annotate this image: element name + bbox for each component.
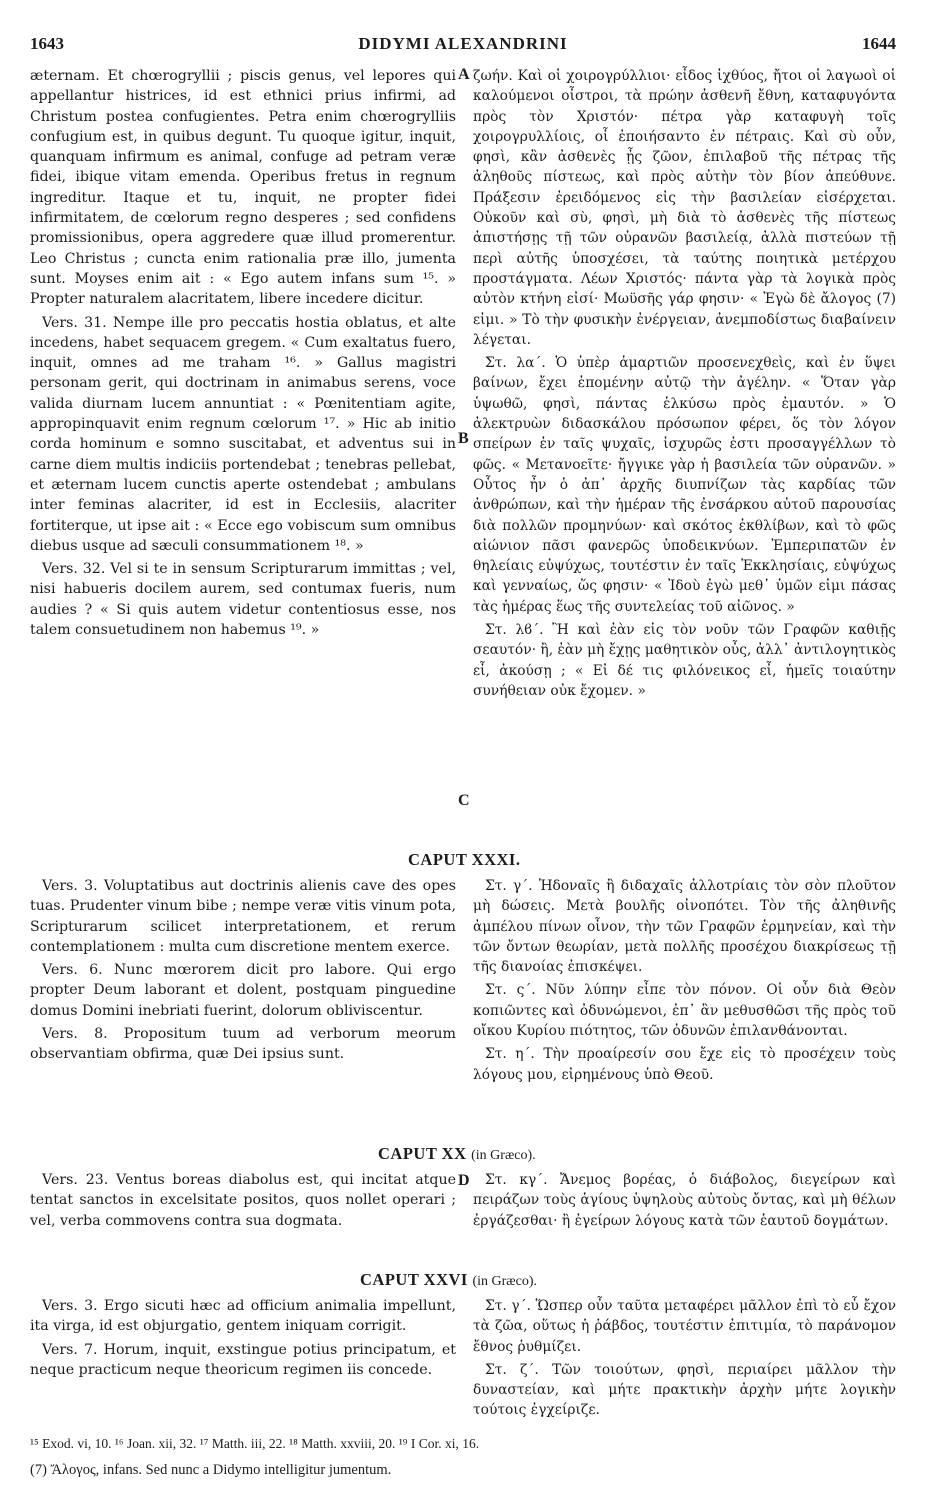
latin-column-caput20 [30,1170,456,1234]
latin-paragraph: Vers. 6. Nunc mœrorem dicit pro labore. Qui ergo propter Deum laborant et dolent, postquam pinguedine domus Domini inebriati fuerint, dolorum obliviscentur. [30,962,456,1019]
greek-paragraph: ζωήν. Καὶ οἱ χοιρογρύλλιοι· εἶδος ἰχθύος, ἤτοι οἱ λαγωοὶ οἱ καλούμενοι οἶστροι, τὰ πρώην ἀσθενῆ ἔθνη, καταφυγόντα πρὸς τὸν Χριστόν· πέτρα γὰρ καταφυγὴ τοῖς χοιρογρυλλίοις, οἷ ἐποιήσαντο ἐν πέτραις. Καὶ σὺ οὖν, φησὶ, κἂν ἀσθενὲς ᾖς ζῶον, ἐπιλαβοῦ τῆς πέτρας τῆς ἀληθοῦς πίστεως, καὶ πρὸς αὐτὴν τὸν βίον ἀπεύθυνε. Πράξεσιν ἐρειδόμενος εἰς τὴν βασιλείαν εἰσέρχεται. Οὐκοῦν καὶ σὺ, φησὶ, μὴ διὰ τὸ ἀσθενὲς τῆς πίστεως ἀπιστήσῃς τῇ τῶν οὐρανῶν βασιλείᾳ, ἀλλὰ πιστεύων τῇ περὶ αὐτῆς ὑποσχέσει, τὰ ταύτης ποιητικὰ μετέρχου προστάγματα. Λέων Χριστός· πάντα γὰρ τὰ λογικὰ πρὸς αὐτὸν κτήνη εἰσί· Μωϋσῆς γάρ φησιν· « Ἐγὼ δὲ ἄλογος (7) εἰμι. » Τὸ τὴν φυσικὴν ἐνέργειαν, ἀνεμποδίστως διαβαίνειν λέγεται. [473,68,896,348]
latin-column-caput26 [30,1296,456,1383]
chapter-subtitle: (in Græco). [472,1274,537,1289]
page-number-left: 1643 [30,34,64,53]
greek-paragraph: Στ. γ΄. Ὥσπερ οὖν ταῦτα μεταφέρει μᾶλλον ἐπὶ τὸ εὖ ἔχον τὰ ζῶα, οὕτως ἡ ῥάβδος, τουτέστιν ἐπιτιμία, τὸ παράνομον ἔθνος ῥυθμίζει. [473,1298,896,1355]
latin-paragraph: Vers. 31. Nempe ille pro peccatis hostia oblatus, et alte incedens, habet sequacem gregem. « Cum exaltatus fuero, inquit, omnes ad me traham ¹⁶. » Gallus magistri personam gerit, qui doctrinam in animabus serens, voce valida diurnam lucem annuntiat : « Pœnitentiam agite, appropinquavit enim regnum cœlorum ¹⁷. » Hic ab initio corda hominum e somno suscitabat, et adventus sui in carne diem multis indiciis portendebat ; tenebras pellebat, et æternam lucem cunctis aperte ostendebat ; ambulans inter feminas alacriter, id est in Ecclesiis, alacriter fortiterque, ut ipse ait : « Ecce ego vobiscum sum omnibus diebus usque ad sæculi consummationem ¹⁸. » [30,314,456,554]
greek-column-block1 [473,66,896,704]
greek-paragraph: Στ. λϐ΄. Ἢ καὶ ἐὰν εἰς τὸν νοῦν τῶν Γραφῶν καθιῇς σεαυτόν· ἢ, ἐὰν μὴ ἔχῃς μαθητικὸν οὖς, ἀλλ᾽ ἀντιλογητικὸς εἶ, ἀκούσῃ ; « Εἰ δέ τις φιλόνεικος εἶ, ἡμεῖς τοιαύτην συνήθειαν οὐκ ἔχομεν. » [473,622,896,699]
margin-letter-c: C [458,792,470,809]
greek-column-caput31 [473,876,896,1088]
latin-paragraph: Vers. 23. Ventus boreas diabolus est, qui incitat atque tentat sanctos in excelsitate positos, quos nollet operari ; vel, verba commovens contra sua dogmata. [30,1172,456,1229]
greek-paragraph: Στ. γ΄. Ἡδοναῖς ἢ διδαχαῖς ἀλλοτρίαις τὸν σὸν πλοῦτον μὴ δώσεις. Μετὰ βουλῆς οἰνοπότει. Τὸν τῆς ἀληθινῆς ἀμπέλου πίνων οἶνον, τὴν τῶν Γραφῶν ἑρμηνείαν, καὶ τὴν τῶν ὄντων θεωρίαν, μετὰ πολλῆς προσέχου διακρίσεως τῇ τῆς διανοίας ἐπισκέψει. [473,878,896,976]
latin-paragraph: Vers. 3. Voluptatibus aut doctrinis alienis cave des opes tuas. Prudenter vinum bibe ; nempe veræ vitis vinum pota, Scripturarum scilicet interpretationem, et rerum contemplationem : multa cum discretione mentem exerce. [30,878,456,955]
greek-paragraph: Στ. κγ΄. Ἄνεμος βορέας, ὁ διάβολος, διεγείρων καὶ πειράζων τοὺς ἁγίους ὑψηλοὺς αὐτοὺς ὄντας, καὶ μὴ θέλων ἐργάζεσθαι· ἢ ἐγείρων λόγους κατὰ τῶν ἑαυτοῦ δογμάτων. [473,1172,896,1229]
greek-paragraph: Στ. η΄. Τὴν προαίρεσίν σου ἔχε εἰς τὸ προσέχειν τοὺς λόγους μου, εἰρημένους ὑπὸ Θεοῦ. [473,1046,896,1083]
greek-paragraph: Στ. ζ΄. Τῶν τοιούτων, φησὶ, περιαίρει μᾶλλον τὴν δυναστείαν, καὶ μήτε πρακτικὴν ἀρχὴν μήτε λογικὴν τούτοις ἐγχείριζε. [473,1361,896,1419]
latin-column-block1 [30,66,456,643]
greek-paragraph: Στ. ς΄. Νῦν λύπην εἶπε τὸν πόνον. Οἱ οὖν διὰ Θεὸν κοπιῶντες καὶ ὀδυνώμενοι, ἐπ᾽ ἂν μεθυσθῶσι τῆς πρὸς τοῦ οἴκου Κυρίου πιότητος, τῶν ὀδυνῶν ἐπιλανθάνονται. [473,982,896,1040]
chapter-heading-31: CAPUT XXXI. [408,850,521,869]
latin-paragraph: Vers. 8. Propositum tuum ad verborum meorum observantiam obfirma, quæ Dei ipsius sunt. [30,1026,456,1063]
chapter-heading-20: CAPUT XX (in Græco). [378,1144,536,1163]
margin-letter-b: B [458,430,469,447]
latin-paragraph: Vers. 3. Ergo sicuti hæc ad officium animalia impellunt, ita virga, id est objurgatio, gentem iniquam corrigit. [30,1298,456,1335]
margin-letter-d: D [458,1172,470,1189]
latin-paragraph: æternam. Et chœrogryllii ; piscis genus, vel lepores qui appellantur histrices, id est ethnici prius infirmi, ad Christum postea confugientes. Petra enim chœrogrylliis confugium est, in quibus degunt. Tu quoque igitur, inquit, quanquam infirmum es animal, confuge ad petram veræ fidei, ibique vitam emenda. Operibus fretus in regnum ingreditur. Itaque et tu, inquit, ne propter fidei infirmitatem, de cœlorum regno desperes ; sed confidens promissionibus, opera aggredere quæ illud promerentur. Leo Christus ; cuncta enim rationalia præ illo, jumenta sunt. Moyses enim ait : « Ego autem infans sum ¹⁵. » Propter naturalem alacritatem, libere incedere dicitur. [30,68,456,308]
running-title: DIDYMI ALEXANDRINI [358,34,568,53]
greek-column-caput20 [473,1170,896,1234]
greek-paragraph: Στ. λα΄. Ὁ ὑπὲρ ἁμαρτιῶν προσενεχθεὶς, καὶ ἐν ὕψει βαίνων, ἔχει ἑπομένην αὐτῷ τὴν ἀγέλην. « Ὅταν γὰρ ὑψωθῶ, φησὶ, πάντας ἑλκύσω πρὸς ἐμαυτόν. » Ὁ ἀλεκτρυὼν διδασκάλου πρόσωπον φέρει, ὅς τὸν λόγον σπείρων ἐν ταῖς ψυχαῖς, ἰσχυρῶς ἐστι προσαγγέλλων τὸ φῶς. « Μετανοεῖτε· ἤγγικε γὰρ ἡ βασιλεία τῶν οὐρανῶν. » Οὗτος ἦν ὁ ἀπ᾽ ἀρχῆς διυπνίζων τὰς καρδίας τῶν ἀνθρώπων, καὶ τὴν ἡμέραν τῆς ἐνσάρκου αὐτοῦ παρουσίας διὰ πολλῶν προμηνύων· καὶ σκότος ἐκθλίβων, καὶ τὸ φῶς αἰώνιον πᾶσι φανερῶς ὑποδεικνύων. Ἐμπεριπατῶν ἐν θηλείαις εὐψύχως, τουτέστιν ἐν ταῖς Ἐκκλησίαις, εὐψύχως καὶ γενναίως, ὥς φησιν· « Ἰδοὺ ἐγὼ μεθ᾽ ὑμῶν εἰμι πάσας τὰς ἡμέρας ἕως τῆς συντελείας τοῦ αἰῶνος. » [473,355,896,615]
chapter-subtitle: (in Græco). [471,1148,536,1163]
margin-letter-a: A [458,66,470,83]
footnote-7: (7) Ἄλογος, infans. Sed nunc a Didymo intelligitur jumentum. [30,1462,392,1478]
latin-paragraph: Vers. 7. Horum, inquit, exstingue potius principatum, et neque practicum neque theoricum regimen iis concede. [30,1341,456,1378]
chapter-heading-26: CAPUT XXVI (in Græco). [360,1270,537,1289]
page-header [30,34,896,64]
latin-paragraph: Vers. 32. Vel si te in sensum Scripturarum immittas ; vel, nisi habueris docilem aurem, sed contumax fueris, num audies ? « Si quis autem videtur contentiosus esse, nos talem consuetudinem non habemus ¹⁹. » [30,561,456,639]
footnote-references: ¹⁵ Exod. vi, 10. ¹⁶ Joan. xii, 32. ¹⁷ Matth. iii, 22. ¹⁸ Matth. xxviii, 20. ¹⁹ I Cor. xi, 16. [30,1436,480,1451]
latin-column-caput31 [30,876,456,1068]
greek-column-caput26 [473,1296,896,1424]
page-number-right: 1644 [862,34,896,53]
